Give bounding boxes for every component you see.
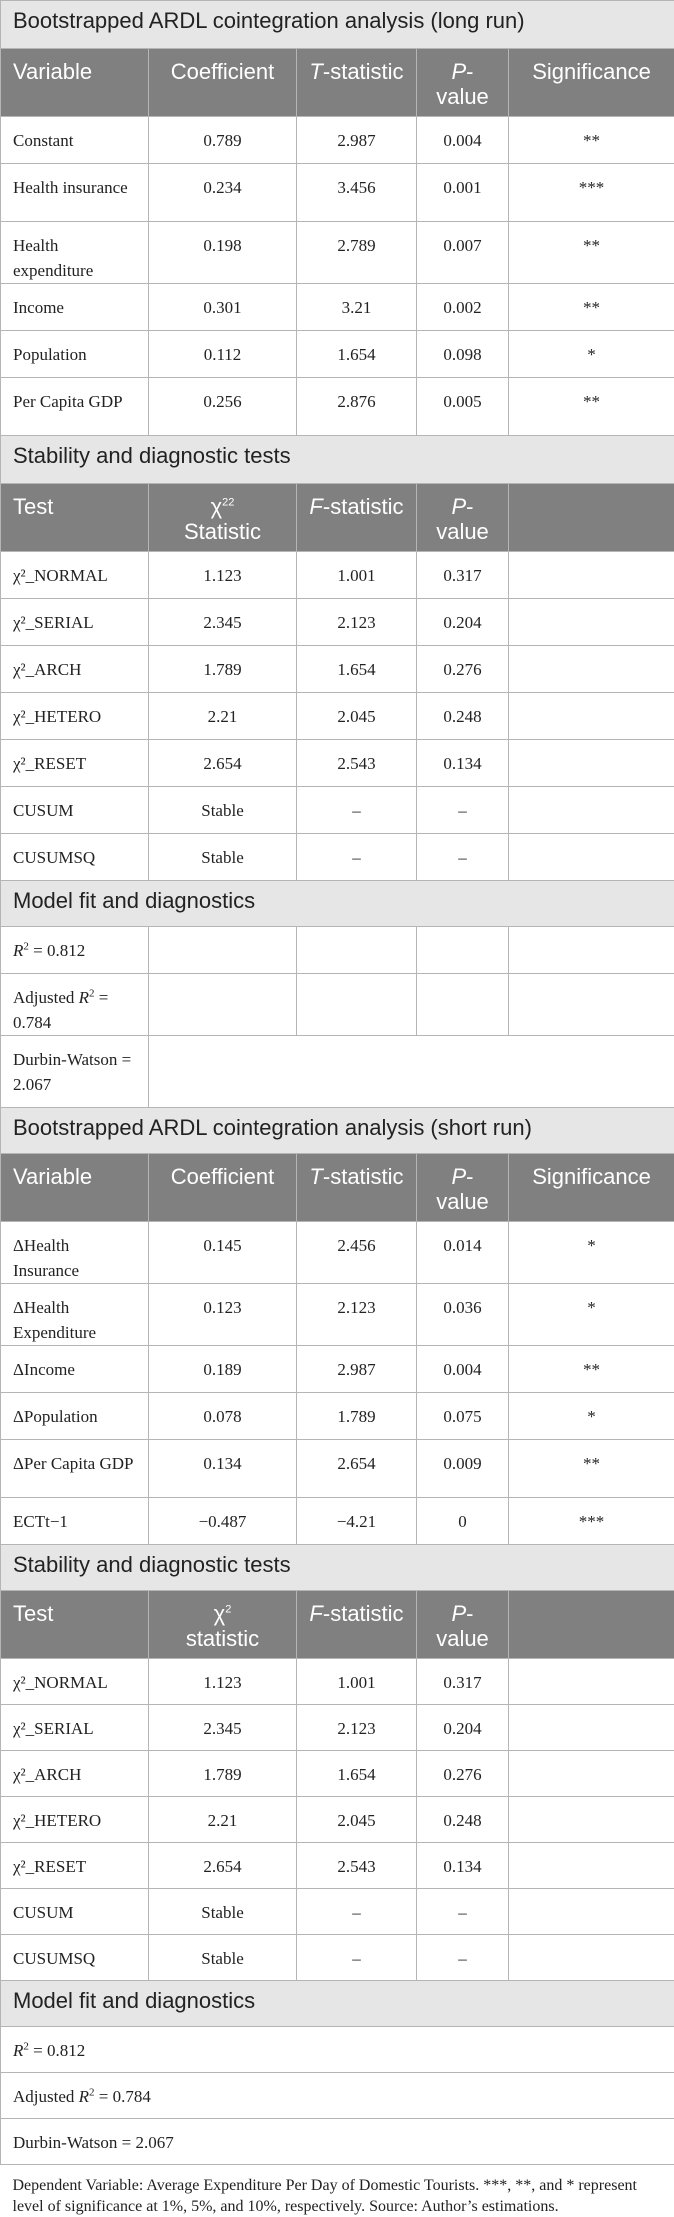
table-row xyxy=(1,599,674,646)
header-variable: Variable xyxy=(1,49,149,117)
p-value-cell: 0.075 xyxy=(417,1393,509,1440)
empty-cell xyxy=(509,693,674,740)
header-t-statistic xyxy=(297,1154,417,1222)
f-statistic-cell: 1.654 xyxy=(297,646,417,693)
f-statistic-cell: 1.654 xyxy=(297,1751,417,1797)
significance-cell: * xyxy=(509,331,674,378)
r-superscript: 2 xyxy=(23,940,29,952)
test-cell: CUSUM xyxy=(1,1889,149,1935)
f-statistic-cell: – xyxy=(297,834,417,881)
p-value-cell: 0.009 xyxy=(417,1440,509,1498)
significance-cell: *** xyxy=(509,1498,674,1545)
header-test: Test xyxy=(1,484,149,552)
adjusted-label: Adjusted xyxy=(13,2087,74,2106)
coefficient-cell: 0.145 xyxy=(149,1222,297,1284)
section-header-short-run xyxy=(1,1108,674,1154)
p-value-cell: 0.004 xyxy=(417,1346,509,1393)
table-row xyxy=(1,1843,674,1889)
column-header-row xyxy=(1,1591,674,1659)
p-value-cell: 0.098 xyxy=(417,331,509,378)
p-symbol: P xyxy=(451,1601,466,1626)
variable-cell: ΔPer Capita GDP xyxy=(1,1440,149,1498)
chi-symbol: χ xyxy=(214,1601,226,1626)
test-cell: χ²_RESET xyxy=(1,740,149,787)
table-row xyxy=(1,1393,674,1440)
table-row xyxy=(1,646,674,693)
section-title: Model fit and diagnostics xyxy=(1,881,674,927)
p-value-cell: 0.248 xyxy=(417,1797,509,1843)
test-cell: CUSUM xyxy=(1,787,149,834)
chi-statistic-cell: Stable xyxy=(149,1889,297,1935)
significance-cell: ** xyxy=(509,1346,674,1393)
test-cell: χ²_ARCH xyxy=(1,646,149,693)
f-statistic-cell: 1.001 xyxy=(297,552,417,599)
chi-label: statistic xyxy=(186,1626,259,1651)
short-run-rows xyxy=(1,1222,674,1545)
r-symbol: R xyxy=(79,988,89,1007)
empty-cell xyxy=(297,927,417,974)
significance-cell: ** xyxy=(509,117,674,164)
empty-cell xyxy=(509,1659,674,1705)
section-title: Bootstrapped ARDL cointegration analysis (short run) xyxy=(1,1108,674,1154)
table-row xyxy=(1,1440,674,1498)
t-statistic-cell: 2.123 xyxy=(297,1284,417,1346)
p-value-cell: 0.004 xyxy=(417,117,509,164)
adjusted-r2-cell xyxy=(1,974,149,1036)
header-coefficient: Coefficient xyxy=(149,49,297,117)
header-significance: Significance xyxy=(509,49,674,117)
test-cell: CUSUMSQ xyxy=(1,834,149,881)
p-label: -value xyxy=(436,1164,489,1214)
coefficient-cell: 0.301 xyxy=(149,284,297,331)
column-header-row xyxy=(1,484,674,552)
r2-cell xyxy=(1,2027,674,2073)
model-fit-durbin-watson-row xyxy=(1,2119,674,2165)
f-statistic-cell: 2.543 xyxy=(297,740,417,787)
r-superscript: 2 xyxy=(89,2086,95,2098)
section-title: Stability and diagnostic tests xyxy=(1,436,674,484)
header-f-statistic xyxy=(297,1591,417,1659)
t-statistic-cell: 3.456 xyxy=(297,164,417,222)
section-header-stability xyxy=(1,436,674,484)
r-superscript: 2 xyxy=(23,2040,29,2052)
chi-statistic-cell: 1.789 xyxy=(149,1751,297,1797)
variable-cell: ΔHealth Expenditure xyxy=(1,1284,149,1346)
variable-cell: Income xyxy=(1,284,149,331)
test-cell: χ²_HETERO xyxy=(1,693,149,740)
p-value-cell: 0.276 xyxy=(417,646,509,693)
test-cell: χ²_HETERO xyxy=(1,1797,149,1843)
t-statistic-cell: 1.654 xyxy=(297,331,417,378)
chi-statistic-cell: Stable xyxy=(149,834,297,881)
header-p-value xyxy=(417,1154,509,1222)
significance-cell: * xyxy=(509,1284,674,1346)
p-value-cell: – xyxy=(417,1889,509,1935)
empty-cell xyxy=(509,974,674,1036)
test-cell: CUSUMSQ xyxy=(1,1935,149,1981)
significance-cell: ** xyxy=(509,1440,674,1498)
f-statistic-cell: 2.543 xyxy=(297,1843,417,1889)
column-header-row xyxy=(1,1154,674,1222)
header-variable: Variable xyxy=(1,1154,149,1222)
f-label: -statistic xyxy=(323,494,404,519)
p-value-cell: 0.002 xyxy=(417,284,509,331)
empty-cell xyxy=(509,599,674,646)
p-symbol: P xyxy=(451,1164,466,1189)
test-cell: χ²_NORMAL xyxy=(1,1659,149,1705)
f-statistic-cell: – xyxy=(297,787,417,834)
significance-cell: * xyxy=(509,1393,674,1440)
model-fit-adjusted-r2-row xyxy=(1,974,674,1036)
section-title: Bootstrapped ARDL cointegration analysis (long run) xyxy=(1,1,674,49)
significance-cell: ** xyxy=(509,222,674,284)
t-symbol: T xyxy=(309,59,322,84)
table-row xyxy=(1,1751,674,1797)
variable-cell: ΔIncome xyxy=(1,1346,149,1393)
empty-cell xyxy=(509,1935,674,1981)
significance-cell: *** xyxy=(509,164,674,222)
f-statistic-cell: 2.123 xyxy=(297,599,417,646)
table-row xyxy=(1,834,674,881)
t-statistic-cell: 2.456 xyxy=(297,1222,417,1284)
t-statistic-cell: 2.789 xyxy=(297,222,417,284)
variable-cell: Population xyxy=(1,331,149,378)
chi-superscript: 2 xyxy=(225,1604,231,1616)
section-title: Stability and diagnostic tests xyxy=(1,1545,674,1591)
table-row xyxy=(1,1935,674,1981)
chi-statistic-cell: 2.345 xyxy=(149,1705,297,1751)
coefficient-cell: 0.078 xyxy=(149,1393,297,1440)
empty-cell xyxy=(509,552,674,599)
coefficient-cell: −0.487 xyxy=(149,1498,297,1545)
f-statistic-cell: – xyxy=(297,1889,417,1935)
r2-cell xyxy=(1,927,149,974)
t-statistic-cell: 2.987 xyxy=(297,1346,417,1393)
coefficient-cell: 0.189 xyxy=(149,1346,297,1393)
r2-value: = 0.812 xyxy=(33,941,85,960)
coefficient-cell: 0.123 xyxy=(149,1284,297,1346)
empty-cell xyxy=(297,974,417,1036)
section-title: Model fit and diagnostics xyxy=(1,1981,674,2027)
table-row xyxy=(1,740,674,787)
model-fit-durbin-watson-row xyxy=(1,1036,674,1108)
table-row xyxy=(1,1659,674,1705)
header-f-statistic xyxy=(297,484,417,552)
significance-cell: ** xyxy=(509,378,674,436)
p-value-cell: 0.134 xyxy=(417,740,509,787)
empty-cell xyxy=(509,1797,674,1843)
table-row xyxy=(1,1705,674,1751)
empty-cell xyxy=(509,927,674,974)
p-label: -value xyxy=(436,494,489,544)
adjusted-r2-value: = 0.784 xyxy=(99,2087,151,2106)
table-row xyxy=(1,1889,674,1935)
p-symbol: P xyxy=(451,494,466,519)
r-symbol: R xyxy=(13,941,23,960)
f-statistic-cell: 2.045 xyxy=(297,1797,417,1843)
empty-cell xyxy=(509,1843,674,1889)
chi-statistic-cell: 2.654 xyxy=(149,740,297,787)
table-row xyxy=(1,117,674,164)
variable-cell: ΔPopulation xyxy=(1,1393,149,1440)
section-header-long-run xyxy=(1,1,674,49)
f-statistic-cell: – xyxy=(297,1935,417,1981)
test-cell: χ²_RESET xyxy=(1,1843,149,1889)
header-significance: Significance xyxy=(509,1154,674,1222)
chi-statistic-cell: 1.789 xyxy=(149,646,297,693)
r-superscript: 2 xyxy=(89,987,95,999)
p-label: -value xyxy=(436,59,489,109)
r2-value: = 0.812 xyxy=(33,2041,85,2060)
header-empty xyxy=(509,484,674,552)
empty-cell xyxy=(509,1705,674,1751)
coefficient-cell: 0.789 xyxy=(149,117,297,164)
p-symbol: P xyxy=(451,59,466,84)
empty-cell xyxy=(417,927,509,974)
empty-cell xyxy=(149,974,297,1036)
chi-statistic-cell: 2.345 xyxy=(149,599,297,646)
chi-statistic-cell: 2.21 xyxy=(149,1797,297,1843)
table-row xyxy=(1,164,674,222)
chi-statistic-cell: 2.21 xyxy=(149,693,297,740)
coefficient-cell: 0.112 xyxy=(149,331,297,378)
p-value-cell: – xyxy=(417,834,509,881)
t-statistic-cell: 2.654 xyxy=(297,1440,417,1498)
p-value-cell: 0.005 xyxy=(417,378,509,436)
variable-cell: Constant xyxy=(1,117,149,164)
p-value-cell: 0.204 xyxy=(417,599,509,646)
f-symbol: F xyxy=(309,1601,322,1626)
significance-cell: * xyxy=(509,1222,674,1284)
model-fit-r2-row xyxy=(1,2027,674,2073)
header-p-value xyxy=(417,1591,509,1659)
empty-cell xyxy=(509,1751,674,1797)
section-header-stability xyxy=(1,1545,674,1591)
header-chi-statistic xyxy=(149,1591,297,1659)
test-cell: χ²_SERIAL xyxy=(1,1705,149,1751)
t-symbol: T xyxy=(309,1164,322,1189)
variable-cell: Health expenditure xyxy=(1,222,149,284)
p-value-cell: 0.204 xyxy=(417,1705,509,1751)
f-statistic-cell: 2.045 xyxy=(297,693,417,740)
chi-statistic-cell: 2.654 xyxy=(149,1843,297,1889)
empty-cell xyxy=(509,646,674,693)
test-cell: χ²_NORMAL xyxy=(1,552,149,599)
p-value-cell: 0.248 xyxy=(417,693,509,740)
header-p-value xyxy=(417,484,509,552)
durbin-watson-cell: Durbin-Watson = 2.067 xyxy=(1,2119,674,2165)
table-footnote: Dependent Variable: Average Expenditure Per Day of Domestic Tourists. ***, **, and * represent level of significance at 1%, 5%, and 10%, respectively. Source: Author’s estimations. xyxy=(1,2165,674,2217)
table-row xyxy=(1,693,674,740)
model-fit-adjusted-r2-row xyxy=(1,2073,674,2119)
chi-statistic-cell: 1.123 xyxy=(149,1659,297,1705)
r-symbol: R xyxy=(13,2041,23,2060)
footnote-row xyxy=(1,2165,674,2217)
p-value-cell: 0.317 xyxy=(417,1659,509,1705)
coefficient-cell: 0.234 xyxy=(149,164,297,222)
table-row xyxy=(1,331,674,378)
t-statistic-cell: 3.21 xyxy=(297,284,417,331)
t-statistic-cell: 2.876 xyxy=(297,378,417,436)
long-run-rows xyxy=(1,117,674,436)
chi-label: Statistic xyxy=(184,519,261,544)
header-test: Test xyxy=(1,1591,149,1659)
table-row xyxy=(1,1498,674,1545)
adjusted-label: Adjusted xyxy=(13,988,74,1007)
table-row xyxy=(1,552,674,599)
empty-cell xyxy=(417,974,509,1036)
section-header-model-fit xyxy=(1,1981,674,2027)
table-row xyxy=(1,1222,674,1284)
adjusted-r2-value: = 0.784 xyxy=(13,988,108,1032)
p-value-cell: 0.134 xyxy=(417,1843,509,1889)
p-value-cell: 0 xyxy=(417,1498,509,1545)
table-row xyxy=(1,1346,674,1393)
p-value-cell: – xyxy=(417,787,509,834)
table-row xyxy=(1,378,674,436)
t-statistic-cell: 1.789 xyxy=(297,1393,417,1440)
variable-cell: Per Capita GDP xyxy=(1,378,149,436)
table-row xyxy=(1,284,674,331)
coefficient-cell: 0.134 xyxy=(149,1440,297,1498)
f-statistic-cell: 1.001 xyxy=(297,1659,417,1705)
p-value-cell: – xyxy=(417,1935,509,1981)
model-fit-r2-row xyxy=(1,927,674,974)
test-cell: χ²_ARCH xyxy=(1,1751,149,1797)
t-label: -statistic xyxy=(323,1164,404,1189)
header-p-value xyxy=(417,49,509,117)
section-header-model-fit xyxy=(1,881,674,927)
t-label: -statistic xyxy=(323,59,404,84)
significance-cell: ** xyxy=(509,284,674,331)
chi-statistic-cell: Stable xyxy=(149,787,297,834)
empty-cell xyxy=(149,927,297,974)
empty-cell xyxy=(509,834,674,881)
chi-statistic-cell: Stable xyxy=(149,1935,297,1981)
test-cell: χ²_SERIAL xyxy=(1,599,149,646)
f-label: -statistic xyxy=(323,1601,404,1626)
p-value-cell: 0.317 xyxy=(417,552,509,599)
variable-cell: ΔHealth Insurance xyxy=(1,1222,149,1284)
r-symbol: R xyxy=(79,2087,89,2106)
f-symbol: F xyxy=(309,494,322,519)
p-value-cell: 0.014 xyxy=(417,1222,509,1284)
empty-cell xyxy=(509,740,674,787)
p-value-cell: 0.007 xyxy=(417,222,509,284)
table-row xyxy=(1,1284,674,1346)
p-label: -value xyxy=(436,1601,489,1651)
header-empty xyxy=(509,1591,674,1659)
table-row xyxy=(1,787,674,834)
p-value-cell: 0.036 xyxy=(417,1284,509,1346)
stability-rows xyxy=(1,552,674,881)
coefficient-cell: 0.198 xyxy=(149,222,297,284)
f-statistic-cell: 2.123 xyxy=(297,1705,417,1751)
p-value-cell: 0.276 xyxy=(417,1751,509,1797)
header-t-statistic xyxy=(297,49,417,117)
durbin-watson-cell: Durbin-Watson = 2.067 xyxy=(1,1036,149,1108)
variable-cell: Health insurance xyxy=(1,164,149,222)
column-header-row xyxy=(1,49,674,117)
coefficient-cell: 0.256 xyxy=(149,378,297,436)
table-row xyxy=(1,1797,674,1843)
p-value-cell: 0.001 xyxy=(417,164,509,222)
empty-cell xyxy=(509,1889,674,1935)
empty-cell xyxy=(509,787,674,834)
t-statistic-cell: 2.987 xyxy=(297,117,417,164)
chi-symbol: χ xyxy=(211,494,223,519)
chi-statistic-cell: 1.123 xyxy=(149,552,297,599)
t-statistic-cell: −4.21 xyxy=(297,1498,417,1545)
header-coefficient: Coefficient xyxy=(149,1154,297,1222)
header-chi-statistic xyxy=(149,484,297,552)
empty-cell xyxy=(149,1036,674,1108)
chi-superscript: 22 xyxy=(222,497,234,509)
table-row xyxy=(1,222,674,284)
variable-cell: ECTt−1 xyxy=(1,1498,149,1545)
adjusted-r2-cell xyxy=(1,2073,674,2119)
stability-rows xyxy=(1,1659,674,1981)
